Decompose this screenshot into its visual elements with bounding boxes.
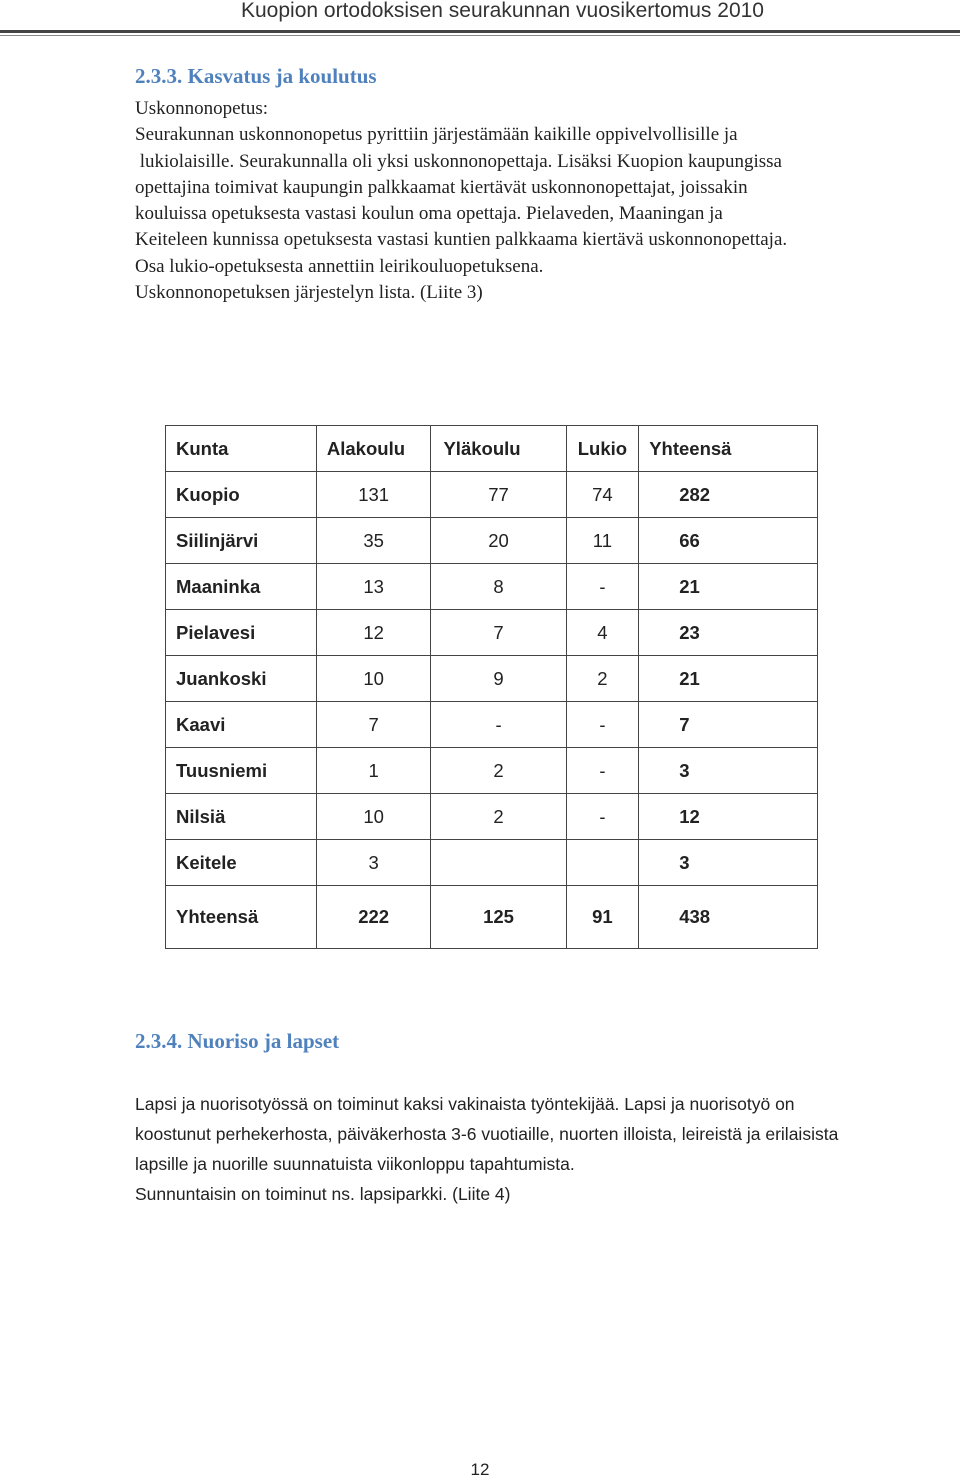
table-cell: - xyxy=(566,748,639,794)
table-total-cell: Yhteensä xyxy=(166,886,317,949)
table-cell: 12 xyxy=(639,794,818,840)
section-body-kasvatus xyxy=(135,96,950,306)
table-cell: 21 xyxy=(639,656,818,702)
table-row xyxy=(166,794,818,840)
table-cell: Pielavesi xyxy=(166,610,317,656)
table-total-cell: 438 xyxy=(639,886,818,949)
paragraph-line: Uskonnonopetuksen järjestelyn lista. (Liite 3) xyxy=(135,282,483,304)
table-cell: 11 xyxy=(566,518,639,564)
page-header xyxy=(0,0,960,36)
table-cell: Nilsiä xyxy=(166,794,317,840)
table-header-cell: Lukio xyxy=(566,426,639,472)
table-total-cell: 125 xyxy=(431,886,566,949)
table-cell: 7 xyxy=(316,702,431,748)
table-cell: 4 xyxy=(566,610,639,656)
table-header-row xyxy=(166,426,818,472)
table-cell: 9 xyxy=(431,656,566,702)
section-heading-nuoriso: 2.3.4. Nuoriso ja lapset xyxy=(135,1029,340,1053)
table-cell: 74 xyxy=(566,472,639,518)
table-cell: 3 xyxy=(316,840,431,886)
table-row xyxy=(166,610,818,656)
table-cell: Keitele xyxy=(166,840,317,886)
table-cell xyxy=(566,840,639,886)
page-number: 12 xyxy=(470,1460,490,1479)
table-cell: 2 xyxy=(431,794,566,840)
paragraph-line: Lapsi ja nuorisotyössä on toiminut kaksi vakinaista työntekijää. Lapsi ja nuorisotyö on xyxy=(135,1094,795,1114)
table-cell: 3 xyxy=(639,840,818,886)
table-cell: - xyxy=(566,794,639,840)
paragraph-line: lukiolaisille. Seurakunnalla oli yksi uskonnonopettaja. Lisäksi Kuopion kaupungissa xyxy=(135,150,782,172)
table-cell: 7 xyxy=(639,702,818,748)
table-cell: 35 xyxy=(316,518,431,564)
paragraph-line: Sunnuntaisin on toiminut ns. lapsiparkki. (Liite 4) xyxy=(135,1184,511,1204)
table-cell: 2 xyxy=(431,748,566,794)
table-cell: - xyxy=(566,702,639,748)
table-header-cell: Yhteensä xyxy=(639,426,818,472)
table-header-cell: Yläkoulu xyxy=(431,426,566,472)
table-cell: Kuopio xyxy=(166,472,317,518)
table-row xyxy=(166,656,818,702)
table-cell: 8 xyxy=(431,564,566,610)
table-cell: Juankoski xyxy=(166,656,317,702)
table-row xyxy=(166,518,818,564)
section-heading-kasvatus: 2.3.3. Kasvatus ja koulutus xyxy=(135,64,377,88)
table-cell: 66 xyxy=(639,518,818,564)
table-cell: 20 xyxy=(431,518,566,564)
paragraph-line: Uskonnonopetus: xyxy=(135,98,268,119)
table-cell: 7 xyxy=(431,610,566,656)
table-cell: Siilinjärvi xyxy=(166,518,317,564)
paragraph-line: koostunut perhekerhosta, päiväkerhosta 3-6 vuotiaille, nuorten illoista, leireistä ja erilaisista xyxy=(135,1124,839,1144)
header-title: Kuopion ortodoksisen seurakunnan vuosikertomus 2010 xyxy=(240,0,764,22)
paragraph-line: Keiteleen kunnissa opetuksesta vastasi kuntien palkkaama kiertävä uskonnonopettaja. xyxy=(135,229,788,251)
header-rule-thin xyxy=(0,35,960,36)
table-cell: 1 xyxy=(316,748,431,794)
table-cell: 12 xyxy=(316,610,431,656)
table-header-cell: Alakoulu xyxy=(316,426,431,472)
table-row xyxy=(166,472,818,518)
table-cell: 10 xyxy=(316,794,431,840)
table-cell: 77 xyxy=(431,472,566,518)
paragraph-line: Osa lukio-opetuksesta annettiin leirikouluopetuksena. xyxy=(135,255,544,277)
table-total-row xyxy=(166,886,818,949)
paragraph-line: opettajina toimivat kaupungin palkkaamat kiertävät uskonnonopettajat, joissakin xyxy=(135,176,748,198)
table-cell: 21 xyxy=(639,564,818,610)
table-cell xyxy=(431,840,566,886)
paragraph-line: kouluissa opetuksesta vastasi koulun oma opettaja. Pielaveden, Maaningan ja xyxy=(135,203,723,225)
table-cell: 131 xyxy=(316,472,431,518)
table-row xyxy=(166,564,818,610)
table-row xyxy=(166,748,818,794)
table-row xyxy=(166,702,818,748)
header-rule xyxy=(0,30,960,33)
table-total-cell: 91 xyxy=(566,886,639,949)
table-cell: - xyxy=(566,564,639,610)
paragraph-line: lapsille ja nuorille suunnatuista viikonloppu tapahtumista. xyxy=(135,1154,575,1174)
table-total-cell: 222 xyxy=(316,886,431,949)
table-cell: 13 xyxy=(316,564,431,610)
table-cell: - xyxy=(431,702,566,748)
table-cell: 2 xyxy=(566,656,639,702)
table-cell: 282 xyxy=(639,472,818,518)
table-cell: 23 xyxy=(639,610,818,656)
religious-education-table xyxy=(165,425,818,949)
table-cell: 3 xyxy=(639,748,818,794)
paragraph-line: Seurakunnan uskonnonopetus pyrittiin järjestämään kaikille oppivelvollisille ja xyxy=(135,124,738,146)
section-body-nuoriso xyxy=(135,1089,955,1209)
table-header-cell: Kunta xyxy=(166,426,317,472)
table-cell: Kaavi xyxy=(166,702,317,748)
table-cell: 10 xyxy=(316,656,431,702)
table-cell: Maaninka xyxy=(166,564,317,610)
table-cell: Tuusniemi xyxy=(166,748,317,794)
table-row xyxy=(166,840,818,886)
